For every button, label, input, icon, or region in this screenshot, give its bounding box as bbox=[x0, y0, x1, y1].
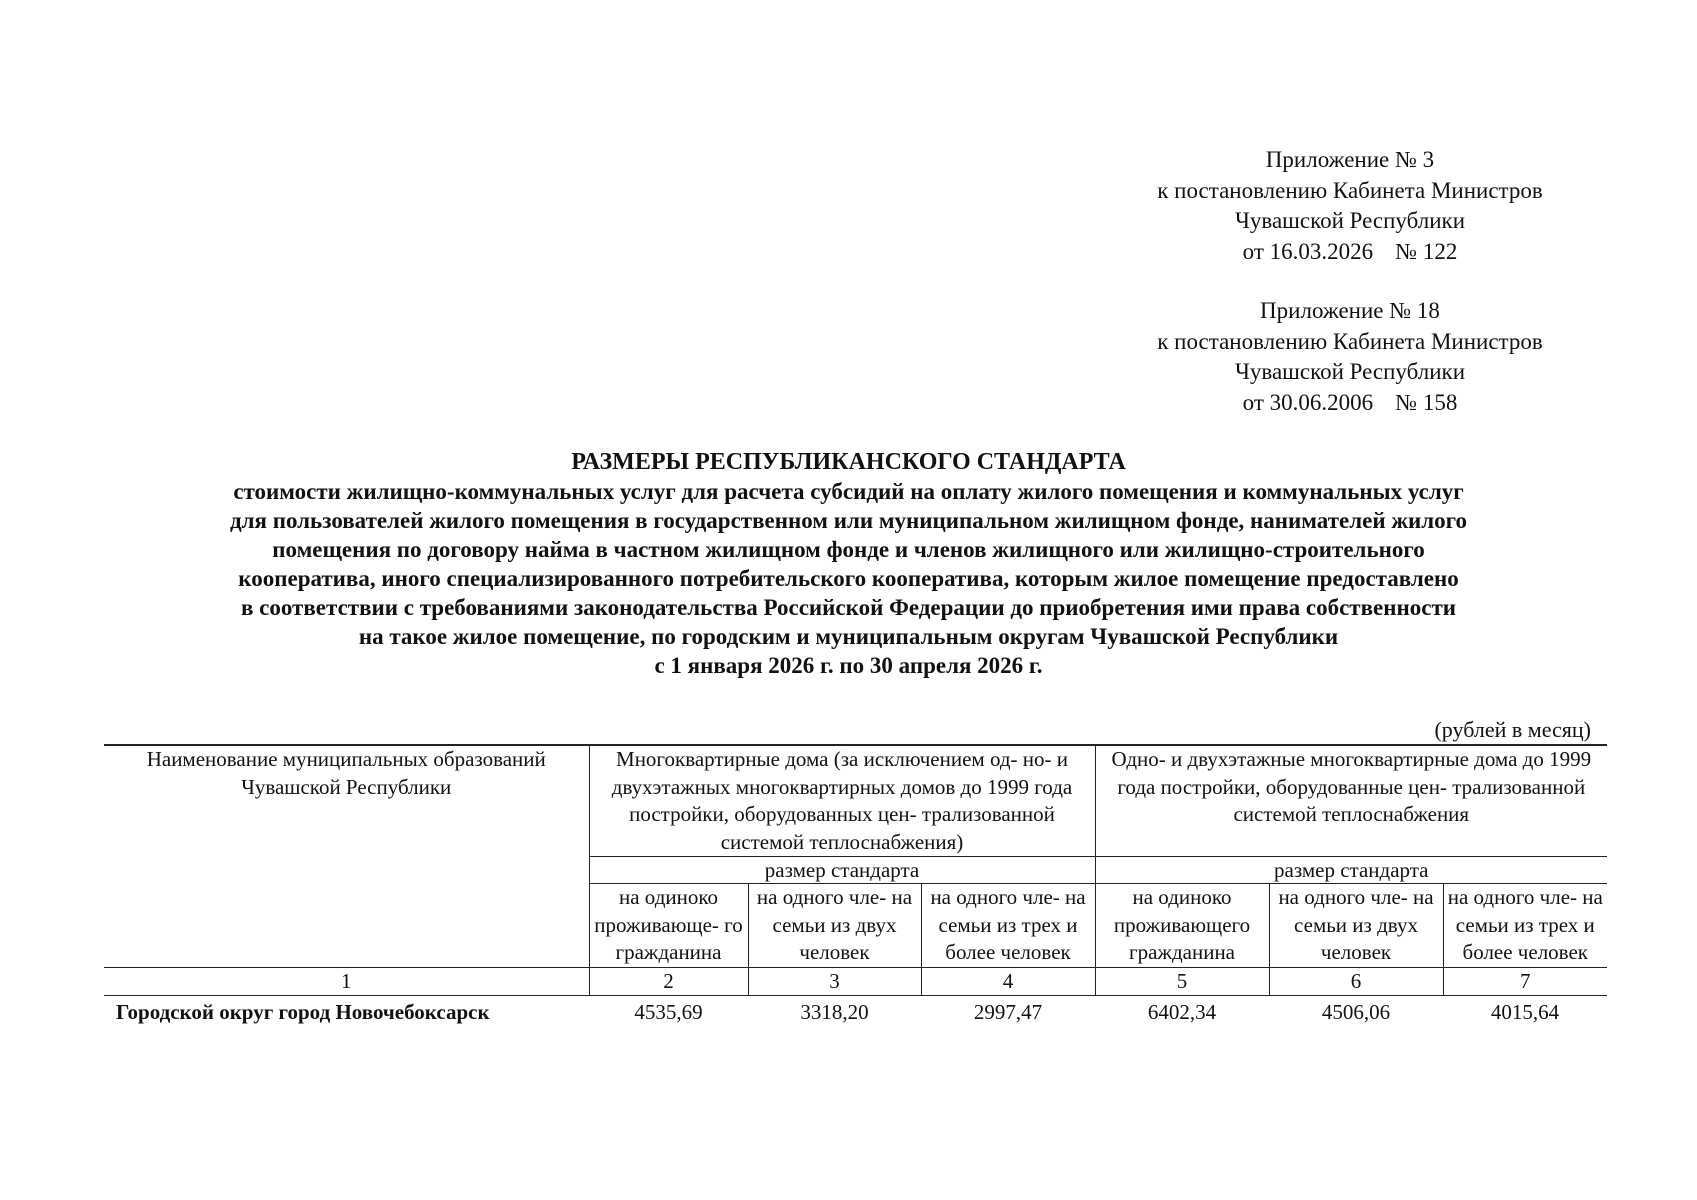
column-number: 6 bbox=[1269, 967, 1443, 995]
document-title-period: с 1 января 2026 г. по 30 апреля 2026 г. bbox=[654, 653, 1043, 678]
appendix-2-line2: к постановлению Кабинета Министров bbox=[1157, 328, 1543, 354]
header-group-multistorey: Многоквартирные дома (за исключением од- но- и двухэтажных многоквартирных домов до 1999 года постройки, оборудованных цен- трализованной системой теплоснабжения) bbox=[589, 745, 1095, 857]
appendix-header-2 bbox=[1090, 296, 1610, 418]
appendix-2-number: № 158 bbox=[1395, 389, 1458, 415]
header-standard-size-2: размер стандарта bbox=[1095, 857, 1607, 884]
standards-table bbox=[104, 744, 1607, 1028]
column-number: 5 bbox=[1095, 967, 1269, 995]
units-note: (рублей в месяц) bbox=[1434, 717, 1591, 742]
header-three-plus-family-2: на одного чле- на семьи из трех и более человек bbox=[1443, 884, 1607, 968]
appendix-1-line1: Приложение № 3 bbox=[1265, 147, 1435, 172]
value-single-resident-2: 6402,34 bbox=[1147, 999, 1217, 1024]
value-three-plus-family-2: 4015,64 bbox=[1490, 999, 1560, 1024]
header-single-resident-1: на одиноко проживающе- го гражданина bbox=[589, 884, 748, 968]
document-title-line: кооператива, иного специализированного потребительского кооператива, которым жилое помещение предоставлено bbox=[238, 566, 1459, 591]
appendix-2-line1: Приложение № 18 bbox=[1260, 298, 1440, 323]
header-group-lowrise: Одно- и двухэтажные многоквартирные дома до 1999 года постройки, оборудованные цен- трализованной системой теплоснабжения bbox=[1095, 745, 1607, 857]
header-two-person-family-1: на одного чле- на семьи из двух человек bbox=[748, 884, 921, 968]
appendix-1-line2: к постановлению Кабинета Министров bbox=[1157, 177, 1543, 203]
appendix-1-line3: Чувашской Республики bbox=[1234, 208, 1466, 233]
header-two-person-family-2: на одного чле- на семьи из двух человек bbox=[1269, 884, 1443, 968]
column-number: 4 bbox=[921, 967, 1095, 995]
appendix-2-line3: Чувашской Республики bbox=[1234, 359, 1466, 384]
municipality-name: Городской округ город Новочебоксарск bbox=[116, 999, 490, 1024]
column-number: 1 bbox=[104, 967, 589, 995]
document-title-main: РАЗМЕРЫ РЕСПУБЛИКАНСКОГО СТАНДАРТА bbox=[571, 449, 1126, 475]
table-row bbox=[104, 995, 1607, 1028]
appendix-2-date: от 30.06.2006 bbox=[1242, 389, 1374, 415]
column-number: 3 bbox=[748, 967, 921, 995]
appendix-header-1 bbox=[1090, 145, 1610, 267]
value-three-plus-family-1: 2997,47 bbox=[973, 999, 1043, 1024]
document-title bbox=[80, 448, 1617, 680]
value-two-person-family-2: 4506,06 bbox=[1321, 999, 1391, 1024]
appendix-2-date-line bbox=[1090, 388, 1610, 419]
document-title-line: стоимости жилищно-коммунальных услуг для расчета субсидий на оплату жилого помещения и коммунальных услуг bbox=[233, 479, 1464, 504]
value-two-person-family-1: 3318,20 bbox=[800, 999, 869, 1024]
document-title-line: помещения по договору найма в частном жилищном фонде и членов жилищного или жилищно-строительного bbox=[272, 537, 1425, 562]
column-number-row bbox=[104, 967, 1607, 995]
header-standard-size-1: размер стандарта bbox=[589, 857, 1095, 884]
appendix-1-date-line bbox=[1090, 237, 1610, 268]
document-title-line: для пользователей жилого помещения в государственном или муниципальном жилищном фонде, нанимателей жилого bbox=[229, 508, 1468, 533]
document-title-line: на такое жилое помещение, по городским и муниципальным округам Чувашской Республики bbox=[358, 624, 1339, 649]
value-single-resident-1: 4535,69 bbox=[634, 999, 703, 1024]
column-number: 2 bbox=[589, 967, 748, 995]
header-row-groups bbox=[104, 745, 1607, 857]
header-municipality-name: Наименование муниципальных образований Чувашской Республики bbox=[104, 745, 589, 967]
document-title-line: в соответствии с требованиями законодательства Российской Федерации до приобретения ими права собственности bbox=[240, 595, 1456, 620]
header-three-plus-family-1: на одного чле- на семьи из трех и более человек bbox=[921, 884, 1095, 968]
appendix-1-date: от 16.03.2026 bbox=[1242, 238, 1374, 264]
appendix-1-number: № 122 bbox=[1395, 238, 1458, 264]
header-single-resident-2: на одиноко проживающего гражданина bbox=[1095, 884, 1269, 968]
column-number: 7 bbox=[1443, 967, 1607, 995]
